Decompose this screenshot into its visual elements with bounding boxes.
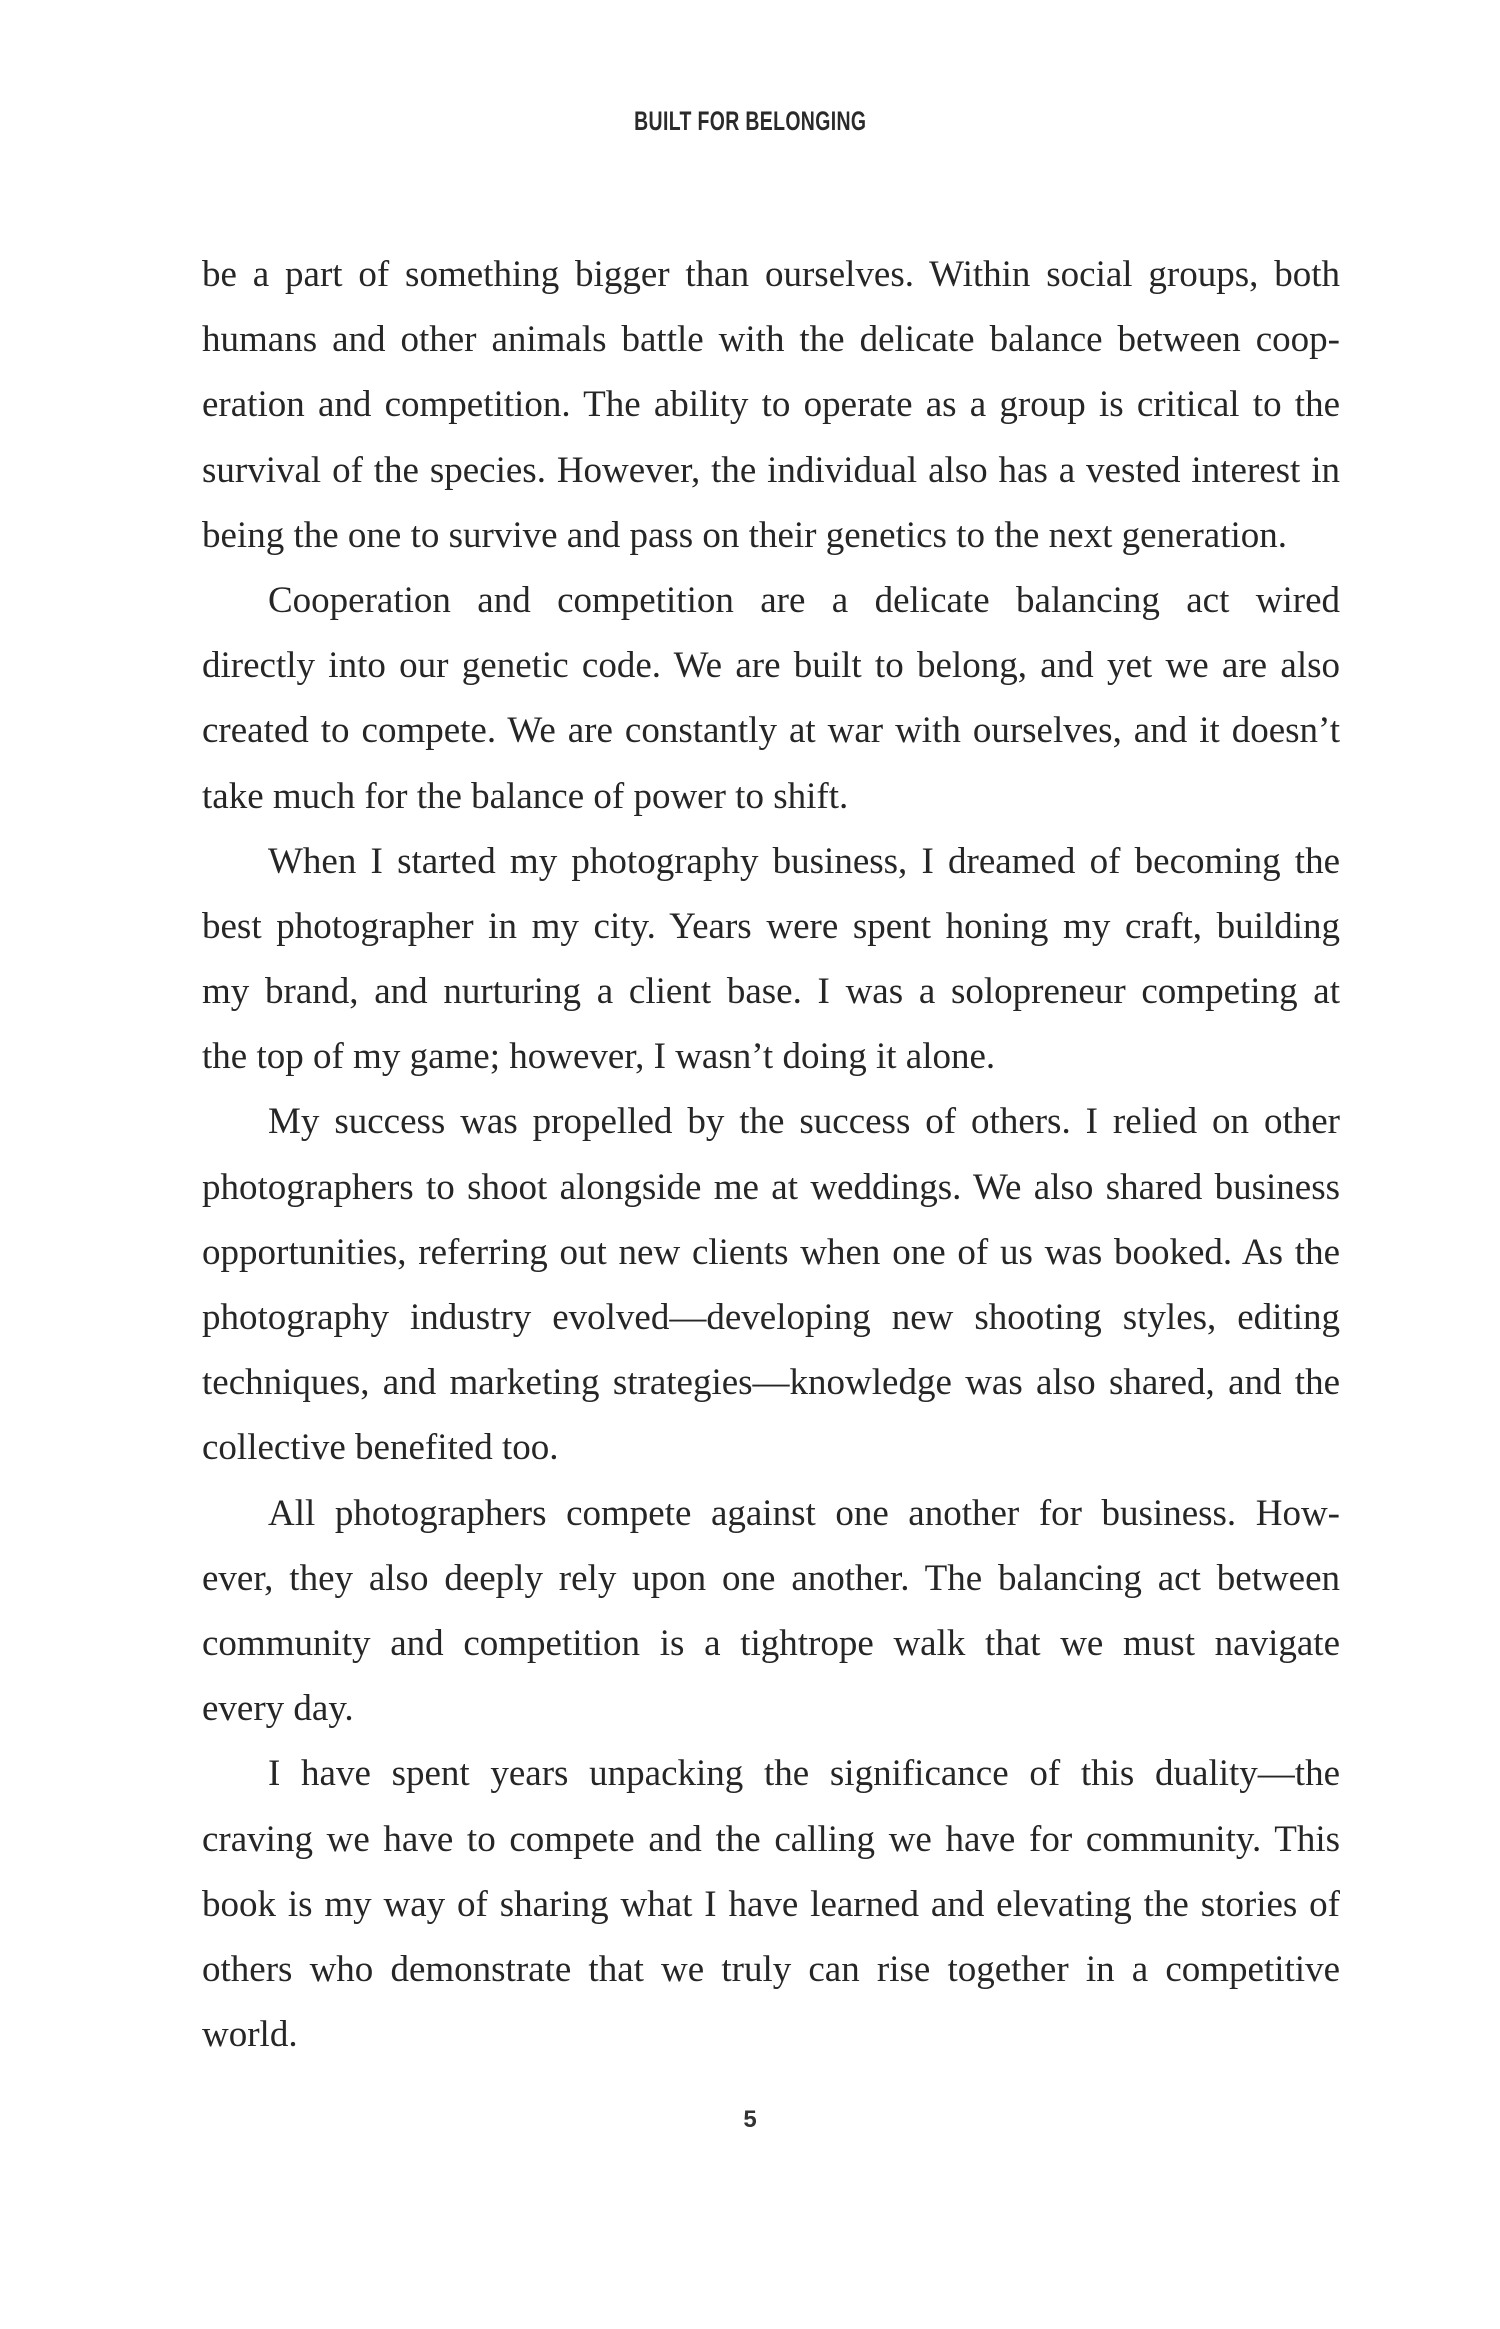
text-line: world. [202, 2014, 298, 2056]
paragraph [202, 242, 1340, 568]
text-line: survival of the species. However, the individual also has a vested interest in [202, 449, 1340, 491]
text-line: eration and competition. The ability to operate as a group is critical to the [202, 384, 1340, 426]
text-line: community and competition is a tightrope walk that we must navigate [202, 1622, 1340, 1664]
text-line: When I started my photography business, I dreamed of becoming the [268, 840, 1340, 882]
paragraph [202, 1741, 1340, 2067]
text-line: book is my way of sharing what I have learned and elevating the stories of [202, 1883, 1340, 1925]
paragraph [202, 1481, 1340, 1742]
text-line: created to compete. We are constantly at war with ourselves, and it doesn’t [202, 710, 1340, 752]
text-line: collective benefited too. [202, 1427, 559, 1469]
text-line: be a part of something bigger than ourselves. Within social groups, both [202, 254, 1340, 295]
text-line: take much for the balance of power to shift. [202, 775, 849, 817]
text-line: craving we have to compete and the calling we have for community. This [202, 1818, 1340, 1860]
text-line: Cooperation and competition are a delicate balancing act wired [268, 579, 1340, 621]
text-line: humans and other animals battle with the delicate balance between coop- [202, 319, 1340, 361]
text-line: best photographer in my city. Years were spent honing my craft, building [202, 905, 1340, 947]
text-line: the top of my game; however, I wasn’t doing it alone. [202, 1036, 996, 1078]
body-text [202, 242, 1340, 2067]
running-header [0, 106, 1500, 137]
text-line: being the one to survive and pass on their genetics to the next generation. [202, 514, 1288, 556]
text-line: my brand, and nurturing a client base. I was a solopreneur competing at [202, 971, 1340, 1013]
paragraph [202, 829, 1340, 1090]
text-line: others who demonstrate that we truly can rise together in a competitive [202, 1948, 1340, 1990]
text-line: opportunities, referring out new clients when one of us was booked. As the [202, 1231, 1340, 1273]
page-number: 5 [743, 2106, 757, 2133]
text-line: every day. [202, 1688, 354, 1730]
text-line: All photographers compete against one another for business. How- [268, 1492, 1340, 1534]
running-title: BUILT FOR BELONGING [633, 106, 867, 136]
paragraph [202, 1089, 1340, 1480]
text-line: I have spent years unpacking the significance of this duality—the [268, 1753, 1340, 1795]
paragraph [202, 568, 1340, 829]
text-line: photography industry evolved—developing new shooting styles, editing [202, 1297, 1340, 1338]
text-line: photographers to shoot alongside me at weddings. We also shared business [202, 1166, 1340, 1208]
text-line: techniques, and marketing strategies—knowledge was also shared, and the [202, 1362, 1340, 1404]
text-line: ever, they also deeply rely upon one another. The balancing act between [202, 1557, 1340, 1599]
text-line: My success was propelled by the success of others. I relied on other [268, 1101, 1340, 1143]
text-line: directly into our genetic code. We are built to belong, and yet we are also [202, 645, 1340, 687]
